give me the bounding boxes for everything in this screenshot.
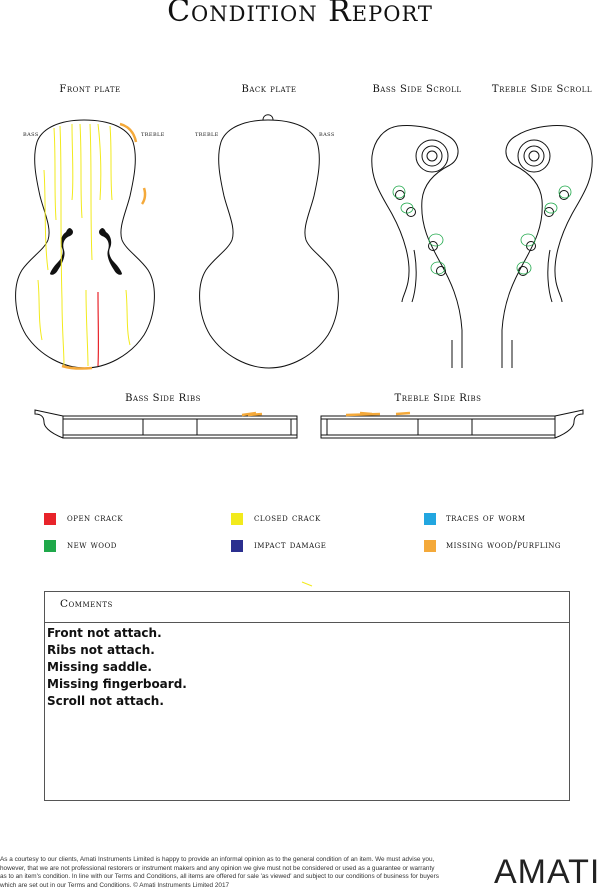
new-wood-swatch [44,540,56,552]
comment-line: Front not attach. [47,625,187,642]
new-wood-label: new wood [67,540,117,551]
back-treble-label: treble [195,130,219,138]
impact-damage-swatch [231,540,243,552]
back-plate-label: Back plate [219,84,319,95]
treble-ribs-missing-wood [346,413,410,415]
impact-damage-label: impact damage [254,540,326,551]
treble-side-ribs-label: Treble Side Ribs [388,393,488,404]
open-crack-swatch [44,513,56,525]
comment-line: Ribs not attach. [47,642,187,659]
bass-side-ribs-label: Bass Side Ribs [113,393,213,404]
treble-side-scroll-label: Treble Side Scroll [487,84,597,95]
treble-scroll-outline [502,125,592,368]
open-crack-label: open crack [67,513,123,524]
comment-line: Scroll not attach. [47,693,187,710]
closed-crack-swatch [231,513,243,525]
missing-wood-label: missing wood/purfling [446,540,561,551]
front-bass-label: bass [23,130,39,138]
comments-title: Comments [60,598,113,610]
front-treble-label: treble [141,130,165,138]
comment-line: Missing saddle. [47,659,187,676]
missing-wood-swatch [424,540,436,552]
comments-header [44,591,570,623]
brand-logo: AMATI [494,853,600,892]
bass-side-scroll-label: Bass Side Scroll [362,84,472,95]
front-plate-missing-wood [62,124,145,369]
disclaimer: As a courtesy to our clients, Amati Instruments Limited is happy to provide an informal opinion as to the general condition of an item. We must advise you, however, that we are not professional restorers or instrument makers and any opinion we give must not be considered or used as a guarantee or warranty as to an item's condition. In line with our Terms and Conditions, all items are offered for sale 'as viewed' and subject to our conditions of business for buyers which are set out in our Terms and Conditions. © Amati Instruments Limited 2017 [0,856,440,890]
front-plate-label: Front plate [40,84,140,95]
front-plate-outline [16,120,155,368]
front-plate-closed-cracks [38,124,130,366]
back-plate-outline [200,115,339,368]
closed-crack-label: closed crack [254,513,321,524]
bass-ribs-missing-wood [242,413,262,415]
traces-of-worm-swatch [424,513,436,525]
page-title: Condition Report [0,0,600,29]
bass-scroll-outline [372,125,462,368]
stray-mark [302,582,312,586]
back-bass-label: bass [319,130,335,138]
traces-of-worm-label: traces of worm [446,513,526,524]
comment-line: Missing fingerboard. [47,676,187,693]
comments-text [47,625,187,710]
